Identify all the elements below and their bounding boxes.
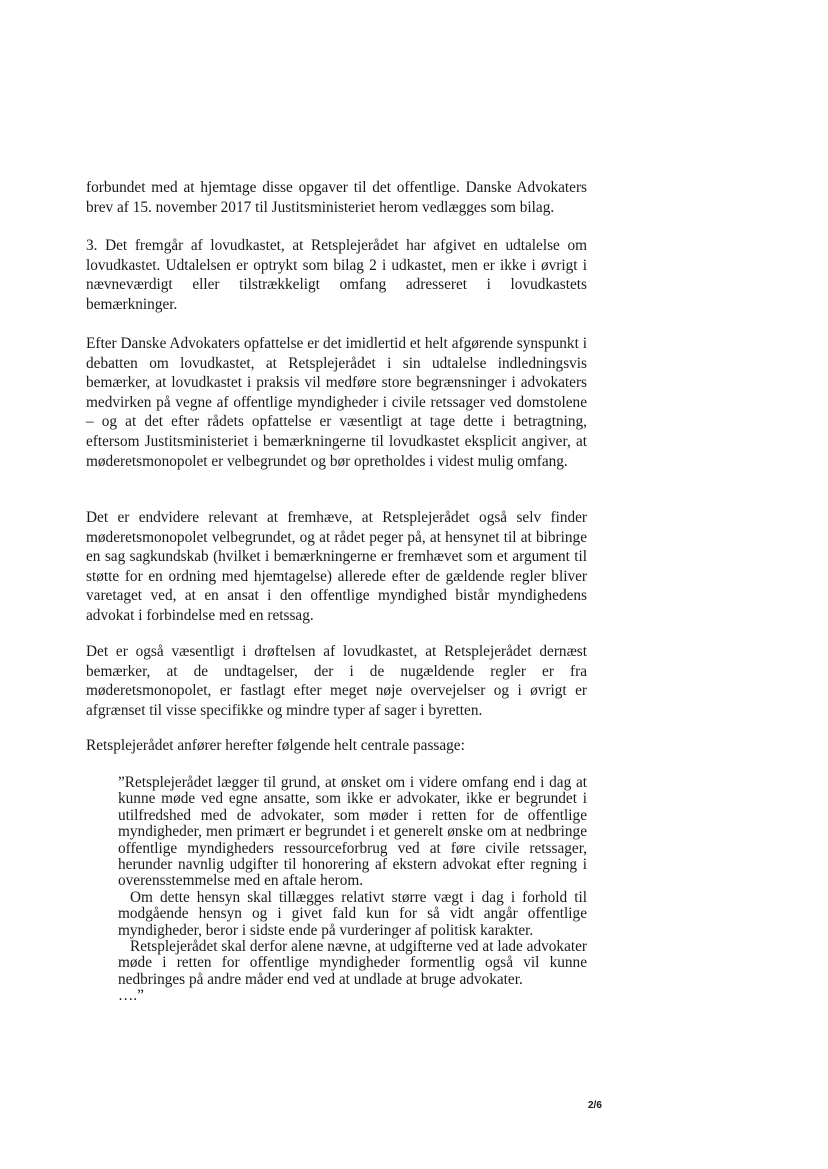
quote-paragraph: ”Retsplejerådet lægger til grund, at ønsket om i videre omfang end i dag at kunne møde ved egne ansatte, som ikke er advokater, ikke er begrundet i utilfredshed med de advokater, som møder i retten for de offentlige myndigheder, men primært er begrundet i et generelt ønske om at nedbringe offentlige myndigheders ressourceforbrug ved at føre civile retssager, herunder navnlig udgifter til honorering af ekstern advokat efter regning i overensstemmelse med en aftale herom. [118, 774, 587, 890]
page-number: 2/6 [588, 1100, 602, 1111]
paragraph-relevance: Det er endvidere relevant at fremhæve, at Retsplejerådet også selv finder møderetsmonopolet velbegrundet, og at rådet peger på, at hensynet til at bibringe en sag sagkundskab (hvilket i bemærkningerne er fremhævet som et argument til støtte for en ordning med hjemtagelse) allerede efter de gældende regler bliver varetaget ved, at en ansat i den offentlige myndighed bistår myndighedens advokat i forbindelse med en retssag. [86, 509, 587, 624]
quote-ellipsis: ….” [118, 987, 144, 1005]
paragraph-section-3: 3. Det fremgår af lovudkastet, at Retsplejerådet har afgivet en udtalelse om lovudkastet. Udtalelsen er optrykt som bilag 2 i udkastet, men er ikke i øvrigt i nævneværdigt eller tilstrækkeligt omfang adresseret i lovudkastets bemærkninger. [86, 237, 587, 313]
paragraph-exceptions: Det er også væsentligt i drøftelsen af lovudkastet, at Retsplejerådet dernæst bemærker, at de undtagelser, der i de nugældende regler er fra møderetsmonopolet, er fastlagt efter meget nøje overvejelser og i øvrigt er afgrænset til visse specifikke og mindre typer af sager i byretten. [86, 643, 587, 719]
quote-paragraph: Retsplejerådet skal derfor alene nævne, at udgifterne ved at lade advokater møde i retten for offentlige myndigheder formentlig også vil kunne nedbringes på andre måder end ved at undlade at bruge advokater. [118, 938, 587, 988]
paragraph-continuation: forbundet med at hjemtage disse opgaver til det offentlige. Danske Advokaters brev af 15. november 2017 til Justitsministeriet herom vedlægges som bilag. [86, 179, 587, 216]
paragraph-opinion: Efter Danske Advokaters opfattelse er det imidlertid et helt afgørende synspunkt i debatten om lovudkastet, at Retsplejerådet i sin udtalelse indledningsvis bemærker, at lovudkastet i praksis vil medføre store begrænsninger i advokaters medvirken på vegne af offentlige myndigheder i civile retssager ved domstolene – og at det efter rådets opfattelse er væsentligt at tage dette i betragtning, eftersom Justitsministeriet i bemærkningerne til lovudkastet eksplicit angiver, at møderetsmonopolet er velbegrundet og bør opretholdes i videst mulig omfang. [86, 335, 587, 470]
quote-paragraph: Om dette hensyn skal tillægges relativt større vægt i dag i forhold til modgående hensyn og i givet fald kun for så vidt angår offentlige myndigheder, beror i sidste ende på vurderinger af politisk karakter. [118, 888, 587, 939]
block-quote [118, 775, 587, 1005]
paragraph-quote-intro: Retsplejerådet anfører herefter følgende helt centrale passage: [86, 737, 465, 754]
